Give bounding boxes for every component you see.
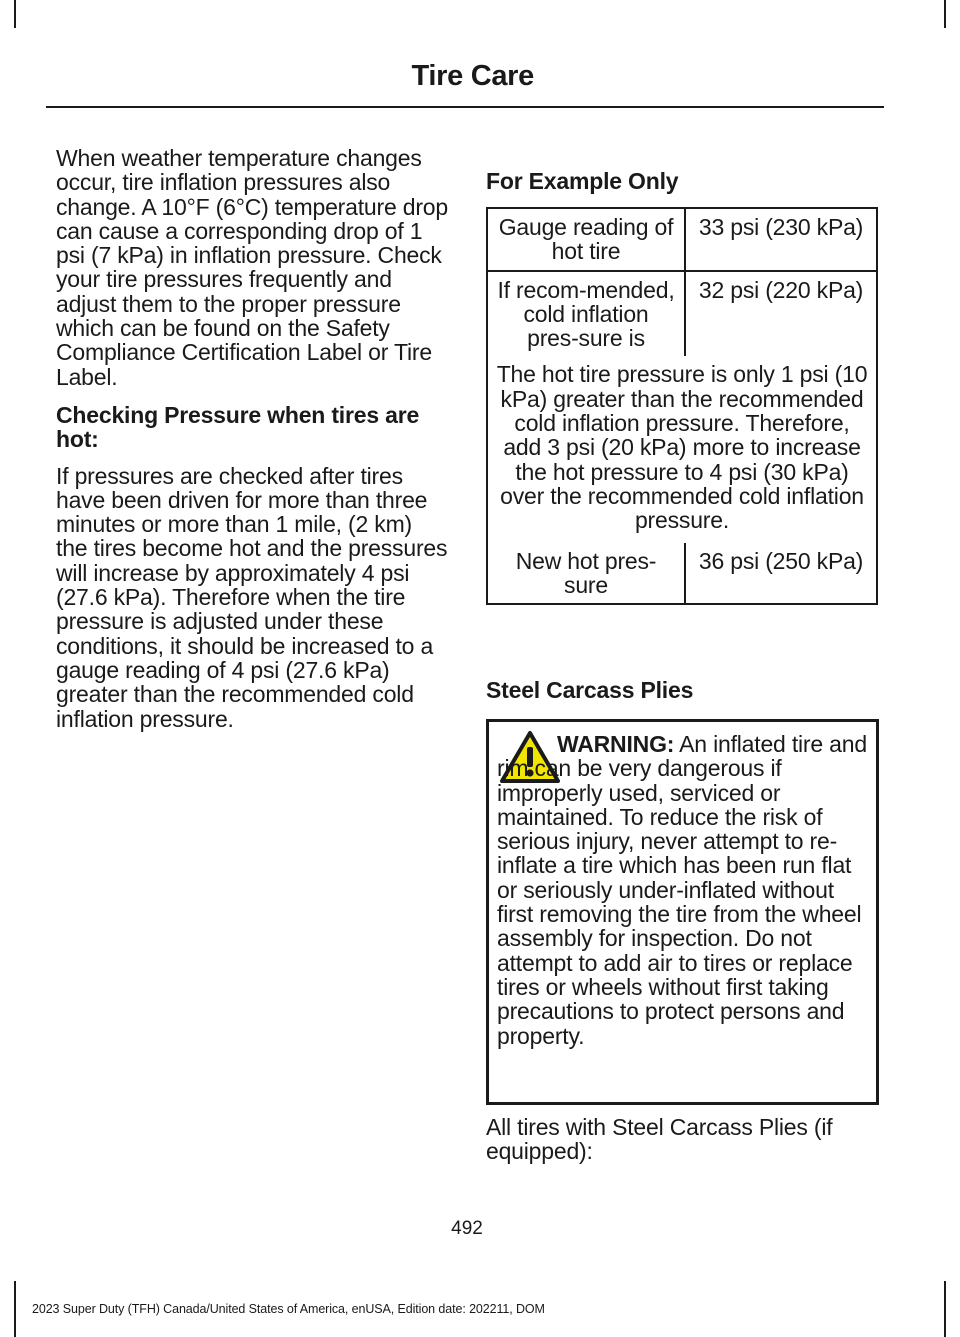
- example-title: For Example Only: [486, 168, 679, 194]
- example-heading-wrap: [486, 168, 878, 195]
- table-cell-value: 36 psi (250 kPa): [698, 547, 864, 574]
- table-note: The hot tire pressure is only 1 psi (10 kPa) greater than the recommended cold inflation pressure. Therefore, add 3 psi (20 kPa) more to increase the hot pressure to 4 psi (30 kPa) over the recommended cold inflation pressure.: [496, 361, 868, 534]
- crop-mark-top-left: [14, 0, 16, 28]
- page-number: 492: [451, 1218, 483, 1239]
- hot-tires-paragraph: If pressures are checked after tires have been driven for more than three minutes or more than 1 mile, (2 km) the tires become hot and the pressures will increase by approximately 4 psi (27.6 kPa). Therefore when the tire pressure is adjusted under these conditions, it should be increased to a gauge reading of 4 psi (27.6 kPa) greater than the recommended cold inflation pressure.: [56, 462, 448, 732]
- crop-mark-bottom-right: [944, 1281, 946, 1337]
- footer-edition: 2023 Super Duty (TFH) Canada/United States of America, enUSA, Edition date: 202211, DOM: [32, 1302, 545, 1316]
- steel-plies-text: All tires with Steel Carcass Plies (if equipped):: [486, 1114, 833, 1165]
- table-cell-value: 32 psi (220 kPa): [698, 276, 864, 303]
- steel-section: [486, 677, 693, 704]
- crop-mark-top-right: [944, 0, 946, 28]
- steel-plies-text-wrap: [486, 1115, 878, 1164]
- table-row: [487, 543, 877, 605]
- table-cell-label: If recom-mended, cold inflation pres-sure is: [487, 271, 685, 357]
- table-row: [487, 208, 877, 271]
- hot-tires-subheading: Checking Pressure when tires are hot:: [56, 401, 420, 453]
- steel-title: Steel Carcass Plies: [486, 677, 694, 703]
- table-cell-value: 33 psi (230 kPa): [698, 214, 864, 240]
- table-cell-label: Gauge reading of hot tire: [487, 208, 685, 271]
- warning-box: [486, 719, 879, 1105]
- table-cell-label: New hot pres-sure: [487, 543, 685, 605]
- warning-text: [497, 732, 871, 1048]
- left-column: [56, 146, 448, 731]
- warning-label: WARNING:: [557, 731, 675, 757]
- header-divider: [46, 106, 884, 108]
- warning-body: An inflated tire and rim can be very dangerous if improperly used, serviced or maintained. To reduce the risk of serious injury, never attempt to re-inflate a tire which has been run flat or seriously under-inflated without first removing the tire from the wheel assembly for inspection. Do not attempt to add air to tires or replace tires or wheels without first taking precautions to protect persons and property.: [497, 731, 867, 1049]
- table-row: [487, 356, 877, 542]
- crop-mark-bottom-left: [14, 1281, 16, 1337]
- table-row: [487, 271, 877, 357]
- example-table: [486, 207, 878, 605]
- temperature-paragraph: When weather temperature changes occur, tire inflation pressures also change. A 10°F (6°C) temperature drop can cause a corresponding drop of 1 psi (7 kPa) in inflation pressure. Check your tire pressures frequently and adjust them to the proper pressure which can be found on the Safety Compliance Certification Label or Tire Label.: [56, 145, 448, 390]
- page-title: Tire Care: [411, 60, 534, 92]
